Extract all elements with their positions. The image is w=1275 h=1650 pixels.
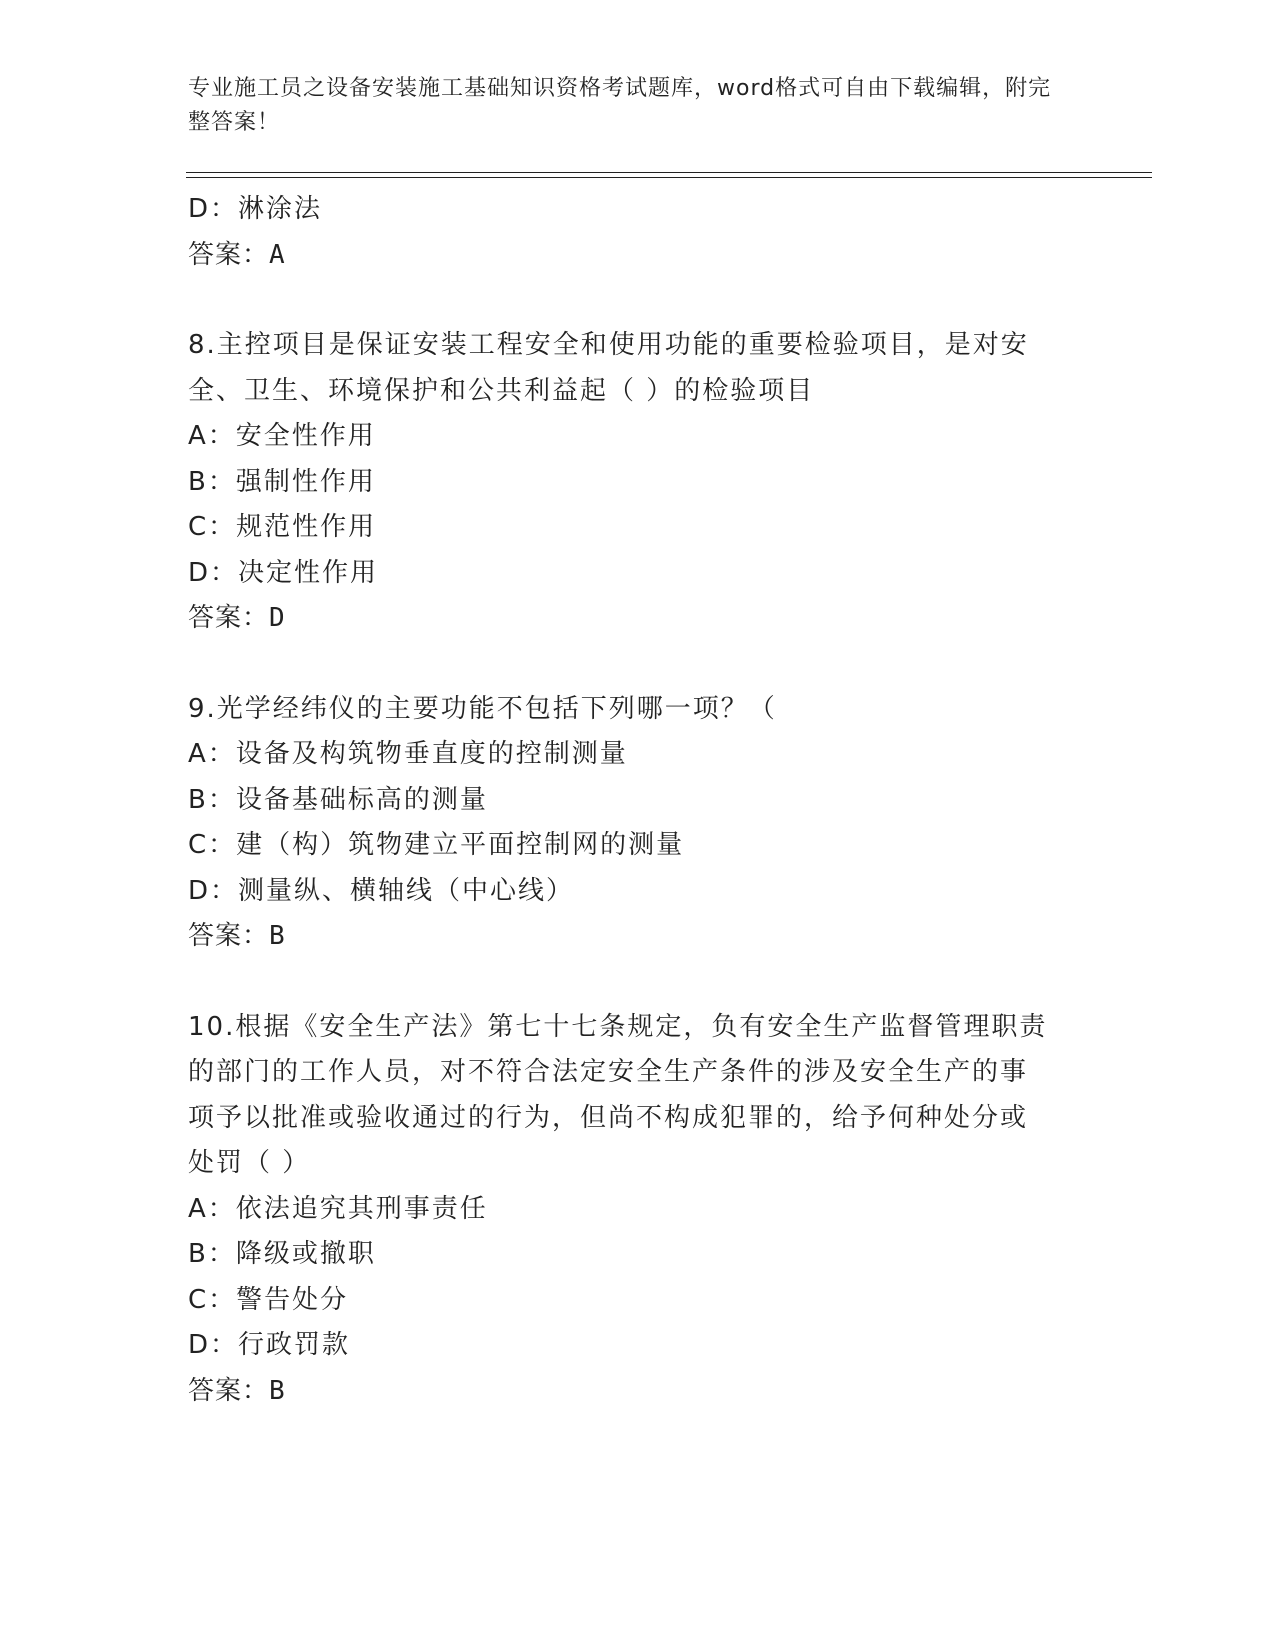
- option-a: A：设备及构筑物垂直度的控制测量: [188, 739, 628, 769]
- option-c: C：规范性作用: [188, 512, 377, 542]
- question-stem: [188, 687, 1088, 733]
- option-b: B：设备基础标高的测量: [188, 784, 488, 815]
- stem-line: 处罚（ ）: [188, 1148, 311, 1178]
- question-stem: [188, 323, 1088, 414]
- answer: 答案：B: [188, 1375, 286, 1406]
- answer: 答案：D: [188, 603, 286, 633]
- question-9: [188, 687, 1088, 960]
- option-d: D：行政罚款: [188, 1330, 351, 1360]
- option-d-q7: D：淋涂法: [188, 194, 323, 224]
- question-8: [188, 323, 1088, 642]
- option-c: C：警告处分: [188, 1284, 349, 1315]
- option-d: D：测量纵、横轴线（中心线）: [188, 875, 575, 906]
- stem-line: 的部门的工作人员，对不符合法定安全生产条件的涉及安全生产的事: [188, 1057, 1029, 1087]
- option-d: D：决定性作用: [188, 557, 379, 588]
- option-c: C：建（构）筑物建立平面控制网的测量: [188, 830, 685, 860]
- stem-line: 8.主控项目是保证安装工程安全和使用功能的重要检验项目，是对安: [188, 330, 1029, 360]
- option-b: B：强制性作用: [188, 466, 376, 497]
- header-divider-top: [186, 172, 1152, 173]
- stem-line: 项予以批准或验收通过的行为，但尚不构成犯罪的，给予何种处分或: [188, 1102, 1029, 1133]
- answer-q7: 答案：A: [188, 239, 286, 270]
- question-10: [188, 1005, 1088, 1415]
- header-title: 专业施工员之设备安装施工基础知识资格考试题库，word格式可自由下载编辑，附完整答案！: [188, 76, 1052, 135]
- page-header: [188, 72, 1058, 140]
- question-stem: [188, 1005, 1088, 1187]
- option-a: A：依法追究其刑事责任: [188, 1193, 488, 1224]
- stem-line: 10.根据《安全生产法》第七十七条规定，负有安全生产监督管理职责: [188, 1011, 1048, 1042]
- question-list: [188, 187, 1088, 1414]
- option-b: B：降级或撤职: [188, 1239, 376, 1269]
- answer: 答案：B: [188, 921, 286, 951]
- stem-line: 全、卫生、环境保护和公共利益起（ ）的检验项目: [188, 375, 815, 406]
- header-divider-bottom: [186, 177, 1152, 178]
- stem-line: 9.光学经纬仪的主要功能不包括下列哪一项？（: [188, 693, 777, 724]
- option-a: A：安全性作用: [188, 421, 376, 451]
